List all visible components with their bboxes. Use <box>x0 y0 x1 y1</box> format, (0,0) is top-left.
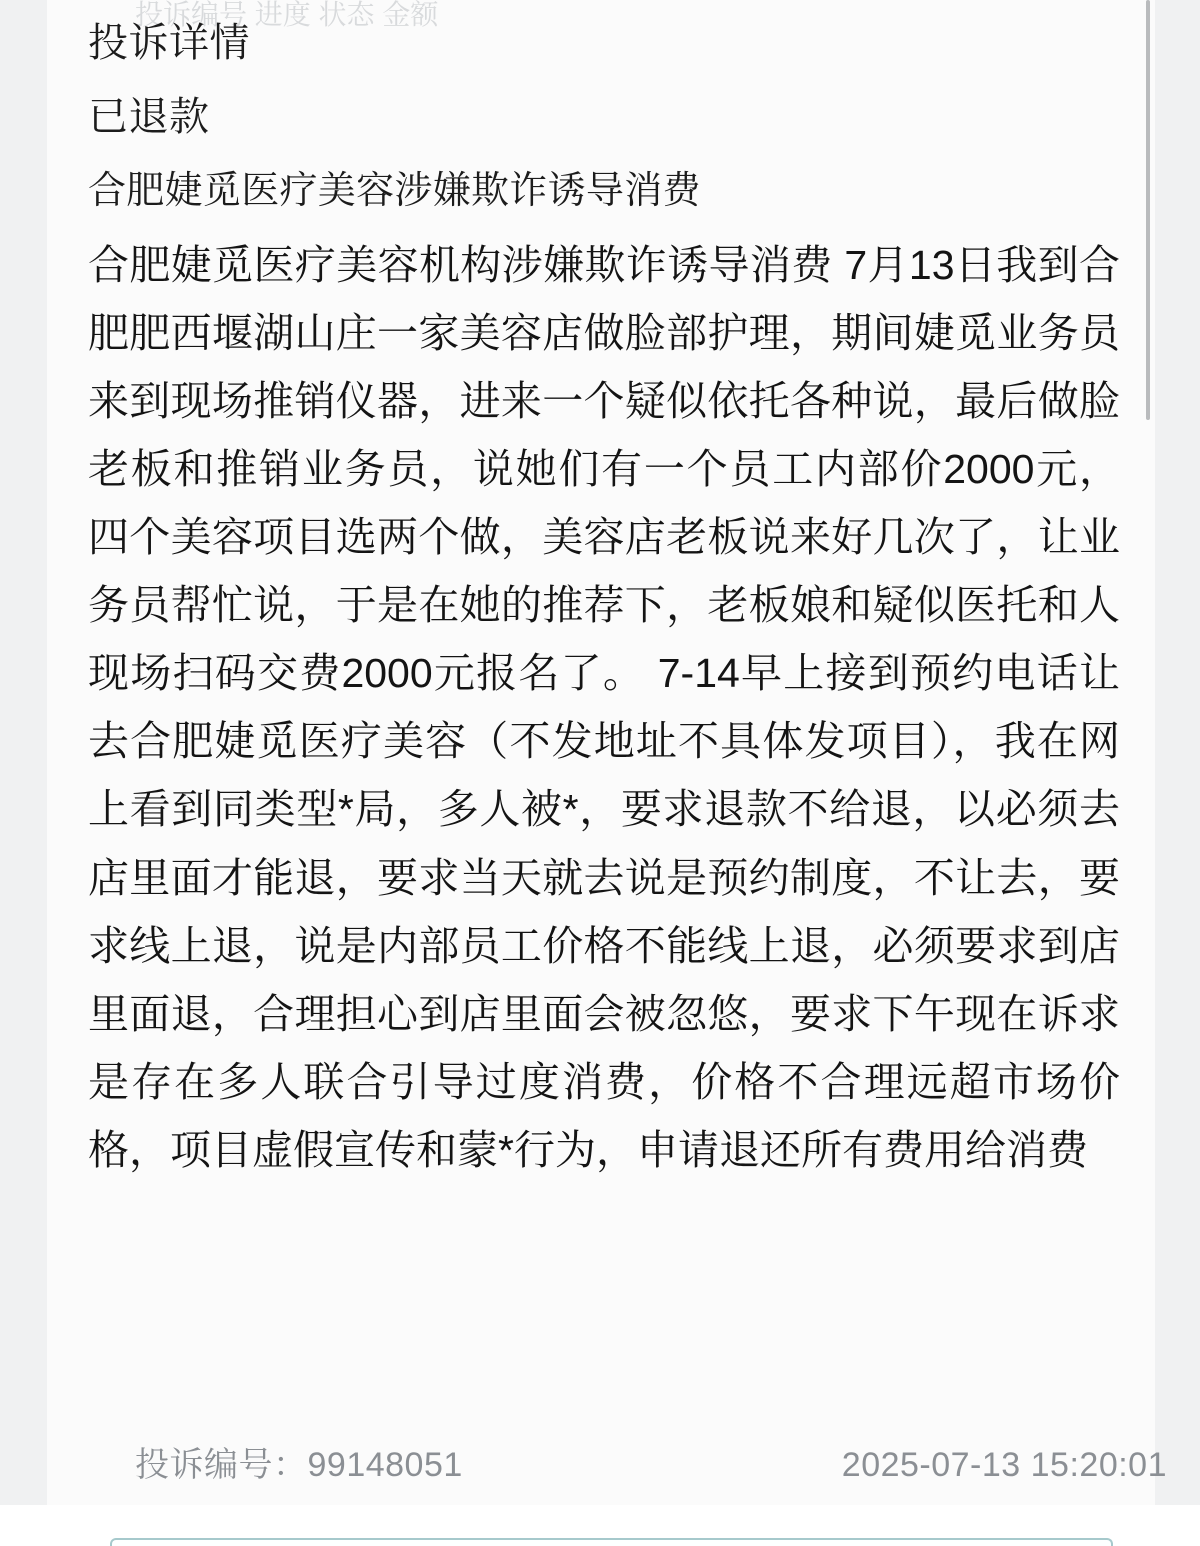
complaint-timestamp: 2025-07-13 15:20:01 <box>841 1446 1167 1484</box>
vertical-scrollbar[interactable] <box>1143 0 1155 1505</box>
scrollbar-thumb[interactable] <box>1146 0 1150 420</box>
status-badge: 已退款 <box>88 95 210 139</box>
complaint-subject: 合肥婕觅医疗美容涉嫌欺诈诱导消费 <box>88 170 701 212</box>
complaint-body-text: 合肥婕觅医疗美容机构涉嫌欺诈诱导消费 7月13日我到合肥肥西堰湖山庄一家美容店做脸部护理，期间婕觅业务员来到现场推销仪器，进来一个疑似依托各种说，最后做脸老板和推销业务员，说她们有一个员工内部价2000元，四个美容项目选两个做，美容店老板说来好几次了，让业务员帮忙说，于是在她的推荐下，老板娘和疑似医托和人现场扫码交费2000元报名了。 7-14早上接到预约电话让去合肥婕觅医疗美容（不发地址不具体发项目），我在网上看到同类型*局，多人被*，要求退款不给退，以必须去店里面才能退，要求当天就去说是预约制度，不让去，要求线上退，说是内部员工价格不能线上退，必须要求到店里面退，合理担心到店里面会被忽悠，要求下午现在诉求是存在多人联合引导过度消费，价格不合理远超市场价格，项目虚假宣传和蒙*行为，申请退还所有费用给消费 <box>88 242 1120 1173</box>
complaint-detail-card <box>47 0 1167 1505</box>
complaint-content <box>88 14 1120 1184</box>
card-footer <box>135 1443 1167 1487</box>
page-title: 投诉详情 <box>88 21 250 65</box>
complaint-id: 投诉编号：99148051 <box>135 1446 463 1484</box>
next-section-panel[interactable] <box>110 1538 1113 1546</box>
clipped-top-row: 投诉编号 进度 状态 金额 <box>135 0 439 30</box>
